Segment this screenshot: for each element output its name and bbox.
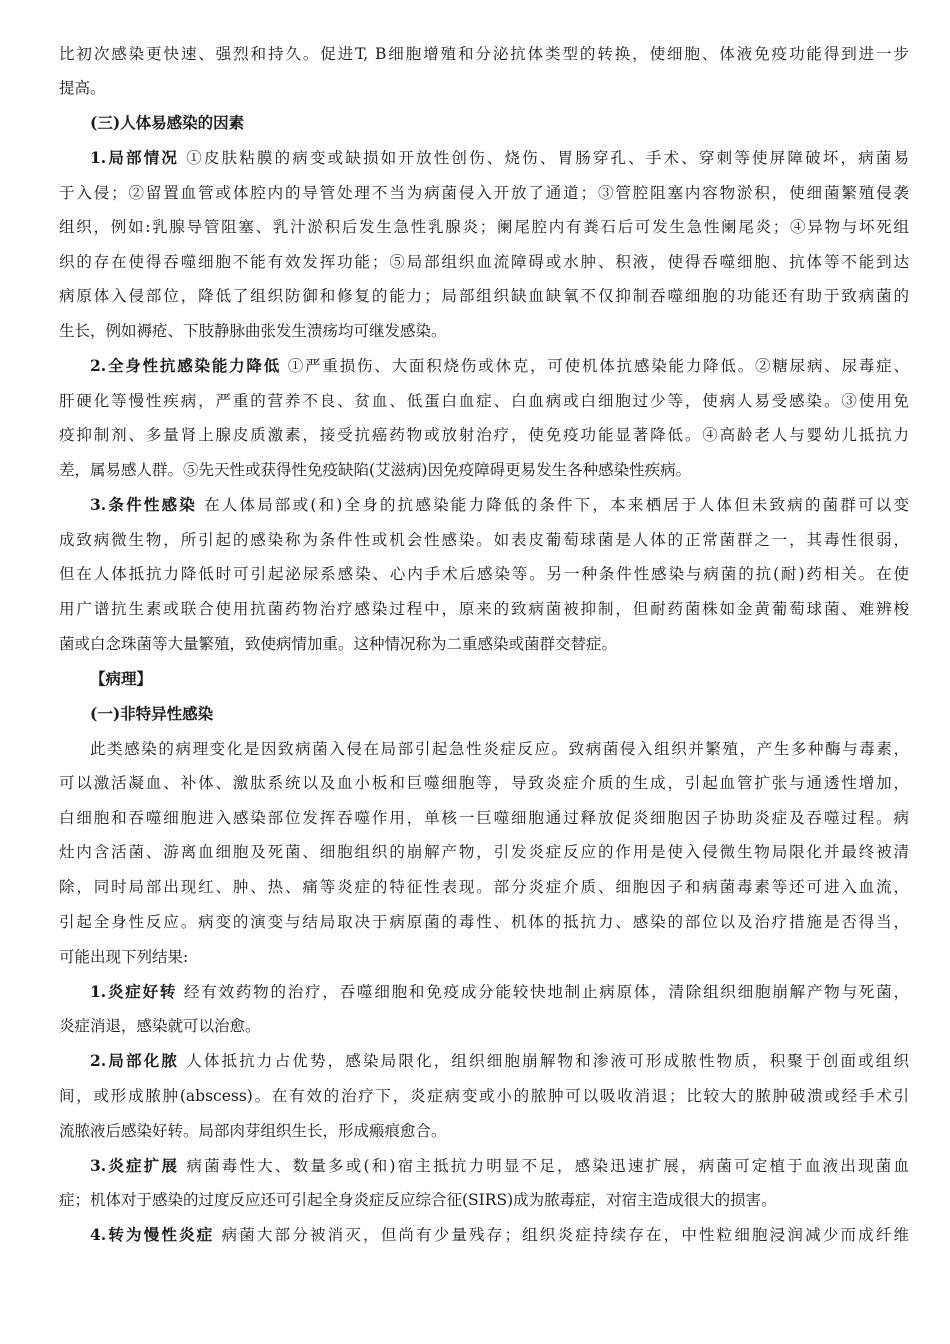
item-text: ①严重损伤、大面积烧伤或休克，可使机体抗感染能力降低。②糖尿病、尿毒症、 bbox=[281, 357, 909, 375]
paragraph-line bbox=[90, 148, 909, 168]
paragraph-line: 白细胞和吞噬细胞进入感染部位发挥吞噬作用，单核一巨噬细胞通过释放促炎细胞因子协助炎症及吞噬过程。病 bbox=[59, 809, 909, 827]
item-text: 病菌毒性大、数量多或(和)宿主抵抗力明显不足，感染迅速扩展，病菌可定植于血液出现菌血 bbox=[179, 1157, 909, 1175]
paragraph-line: 流脓液后感染好转。局部肉芽组织生长，形成瘢痕愈合。 bbox=[59, 1122, 447, 1140]
paragraph-line: 比初次感染更快速、强烈和持久。促进T, B细胞增殖和分泌抗体类型的转换，使细胞、体液免疫功能得到进一步 bbox=[59, 45, 909, 63]
item-text: 经有效药物的治疗，吞噬细胞和免疫成分能较快地制止病原体，清除组织细胞崩解产物与死菌， bbox=[177, 983, 909, 1001]
paragraph-line: 差，属易感人群。⑤先天性或获得性免疫缺陷(艾滋病)因免疫障碍更易发生各种感染性疾病。 bbox=[59, 461, 692, 479]
paragraph-line: 菌或白念珠菌等大量繁殖，致使病情加重。这种情况称为二重感染或菌群交替症。 bbox=[59, 635, 618, 653]
paragraph-line bbox=[90, 1156, 909, 1176]
section-heading: 【病理】 bbox=[90, 669, 153, 688]
paragraph-line: 组织，例如:乳腺导管阻塞、乳汁淤积后发生急性乳腺炎；阑尾腔内有粪石后可发生急性阑尾炎；④异物与坏死组 bbox=[59, 218, 909, 236]
paragraph-line: 用广谱抗生素或联合使用抗菌药物治疗感染过程中，原来的致病菌被抑制，但耐药菌株如金黄葡萄球菌、难辨梭 bbox=[59, 600, 909, 618]
paragraph-line bbox=[90, 495, 909, 515]
paragraph-line: 肝硬化等慢性疾病，严重的营养不良、贫血、低蛋白血症、白血病或白细胞过少等，使病人易受感染。③使用免 bbox=[59, 392, 909, 410]
paragraph-line: 提高。 bbox=[59, 79, 106, 97]
paragraph-line: 生长，例如褥疮、下肢静脉曲张发生溃疡均可继发感染。 bbox=[59, 322, 447, 340]
paragraph-line bbox=[90, 356, 909, 376]
paragraph-line: 此类感染的病理变化是因致病菌入侵在局部引起急性炎症反应。致病菌侵入组织并繁殖，产生多种酶与毒素， bbox=[90, 740, 909, 758]
item-text: 病菌大部分被消灭，但尚有少量残存；组织炎症持续存在，中性粒细胞浸润减少而成纤维 bbox=[214, 1226, 909, 1244]
paragraph-line bbox=[90, 1051, 909, 1071]
item-text: 人体抵抗力占优势，感染局限化，组织细胞崩解物和渗液可形成脓性物质，积聚于创面或组织 bbox=[179, 1052, 909, 1070]
paragraph-line bbox=[90, 1225, 909, 1245]
item-title: 1.炎症好转 bbox=[90, 982, 178, 1001]
section-heading: (三)人体易感染的因素 bbox=[90, 113, 245, 132]
item-text: ①皮肤粘膜的病变或缺损如开放性创伤、烧伤、胃肠穿孔、手术、穿刺等使屏障破坏，病菌易 bbox=[179, 149, 909, 167]
paragraph-line: 病原体入侵部位，降低了组织防御和修复的能力；局部组织缺血缺氧不仅抑制吞噬细胞的功能还有助于致病菌的 bbox=[59, 287, 909, 305]
paragraph-line: 间，或形成脓肿(abscess)。在有效的治疗下，炎症病变或小的脓肿可以吸收消退；比较大的脓肿破溃或经手术引 bbox=[59, 1087, 909, 1105]
paragraph-line: 织的存在使得吞噬细胞不能有效发挥功能；⑤局部组织血流障碍或水肿、积液，使得吞噬细胞、抗体等不能到达 bbox=[59, 253, 909, 271]
item-title: 1.局部情况 bbox=[90, 148, 180, 167]
paragraph-line bbox=[90, 982, 909, 1002]
item-title: 2.局部化脓 bbox=[90, 1051, 180, 1070]
section-heading: (一)非特异性感染 bbox=[90, 704, 214, 723]
paragraph-line: 于入侵；②留置血管或体腔内的导管处理不当为病菌侵入开放了通道；③管腔阻塞内容物淤积，使细菌繁殖侵袭 bbox=[59, 184, 909, 202]
paragraph-line: 引起全身性反应。病变的演变与结局取决于病原菌的毒性、机体的抵抗力、感染的部位以及治疗措施是否得当， bbox=[59, 913, 909, 931]
paragraph-line: 炎症消退，感染就可以治愈。 bbox=[59, 1017, 261, 1035]
item-title: 2.全身性抗感染能力降低 bbox=[90, 356, 282, 375]
item-text: 在人体局部或(和)全身的抗感染能力降低的条件下，本来栖居于人体但未致病的菌群可以变 bbox=[196, 496, 909, 514]
paragraph-line: 症；机体对于感染的过度反应还可引起全身炎症反应综合征(SIRS)成为脓毒症，对宿主造成很大的损害。 bbox=[59, 1191, 777, 1209]
paragraph-line: 成致病微生物，所引起的感染称为条件性或机会性感染。如表皮葡萄球菌是人体的正常菌群之一，其毒性很弱， bbox=[59, 531, 909, 549]
paragraph-line: 但在人体抵抗力降低时可引起泌尿系感染、心内手术后感染等。另一种条件性感染与病菌的抗(耐)药相关。在使 bbox=[59, 565, 909, 583]
paragraph-line: 可能出现下列结果: bbox=[59, 948, 189, 966]
item-title: 3.条件性感染 bbox=[90, 495, 197, 514]
paragraph-line: 灶内含活菌、游离血细胞及死菌、细胞组织的崩解产物，引发炎症反应的作用是使入侵微生物局限化并最终被清 bbox=[59, 843, 909, 861]
paragraph-line: 疫抑制剂、多量肾上腺皮质激素，接受抗癌药物或放射治疗，使免疫功能显著降低。④高龄老人与婴幼儿抵抗力 bbox=[59, 426, 909, 444]
item-title: 3.炎症扩展 bbox=[90, 1156, 180, 1175]
item-title: 4.转为慢性炎症 bbox=[90, 1225, 215, 1244]
paragraph-line: 除，同时局部出现红、肿、热、痛等炎症的特征性表现。部分炎症介质、细胞因子和病菌毒素等还可进入血流， bbox=[59, 878, 909, 896]
paragraph-line: 可以激活凝血、补体、激肽系统以及血小板和巨噬细胞等，导致炎症介质的生成，引起血管扩张与通透性增加， bbox=[59, 774, 909, 792]
